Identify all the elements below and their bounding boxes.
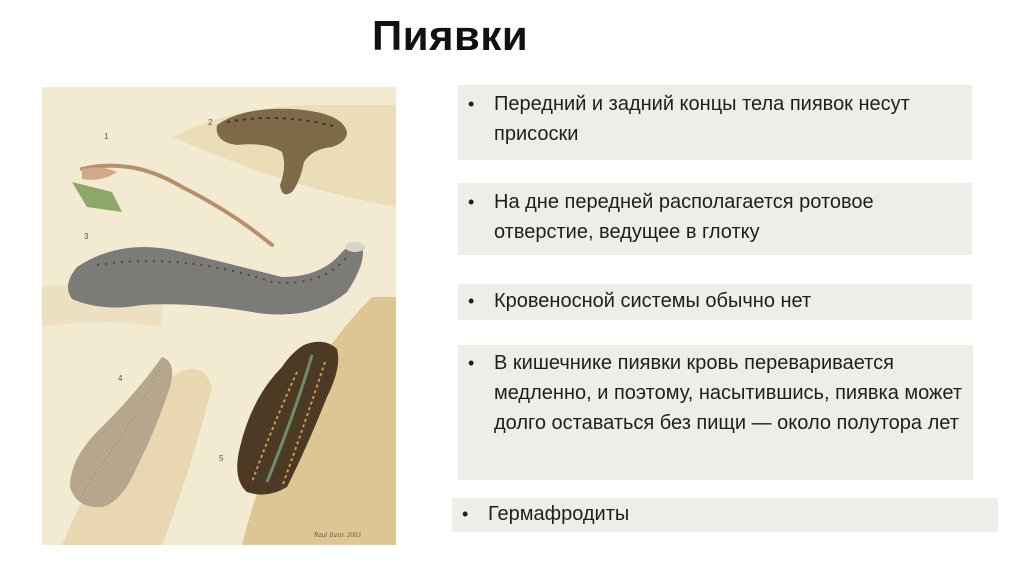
bullet-marker: •	[468, 192, 475, 212]
bullet-text: Передний и задний концы тела пиявок несут присоски	[494, 93, 910, 145]
figure-number-5: 5	[219, 454, 224, 463]
figure-number-1: 1	[104, 132, 109, 141]
bullet-item	[458, 284, 972, 320]
bullet-item	[458, 85, 972, 160]
leech-3	[68, 232, 365, 315]
leeches-illustration	[42, 87, 396, 545]
bullet-marker: •	[468, 353, 475, 373]
bullet-item	[458, 183, 972, 255]
bullet-item	[452, 498, 998, 532]
leeches-drawing	[42, 87, 396, 545]
figure-number-4: 4	[118, 374, 123, 383]
bullet-marker: •	[468, 94, 475, 114]
bullet-text: Кровеносной системы обычно нет	[494, 290, 812, 312]
bullet-text: Гермафродиты	[488, 503, 630, 525]
bullet-item	[458, 345, 973, 480]
bullet-marker: •	[462, 504, 469, 524]
bullet-marker: •	[468, 291, 475, 311]
slide-title: Пиявки	[372, 12, 529, 59]
artist-signature: Raul Ilustr. 2003	[314, 531, 361, 539]
bullet-text: На дне передней располагается ротовое отверстие, ведущее в глотку	[494, 191, 874, 243]
bullet-text: В кишечнике пиявки кровь переваривается медленно, и поэтому, насытившись, пиявка может долго оставаться без пищи — около полутора лет	[494, 352, 963, 434]
figure-number-2: 2	[208, 118, 213, 127]
figure-number-3: 3	[84, 232, 89, 241]
